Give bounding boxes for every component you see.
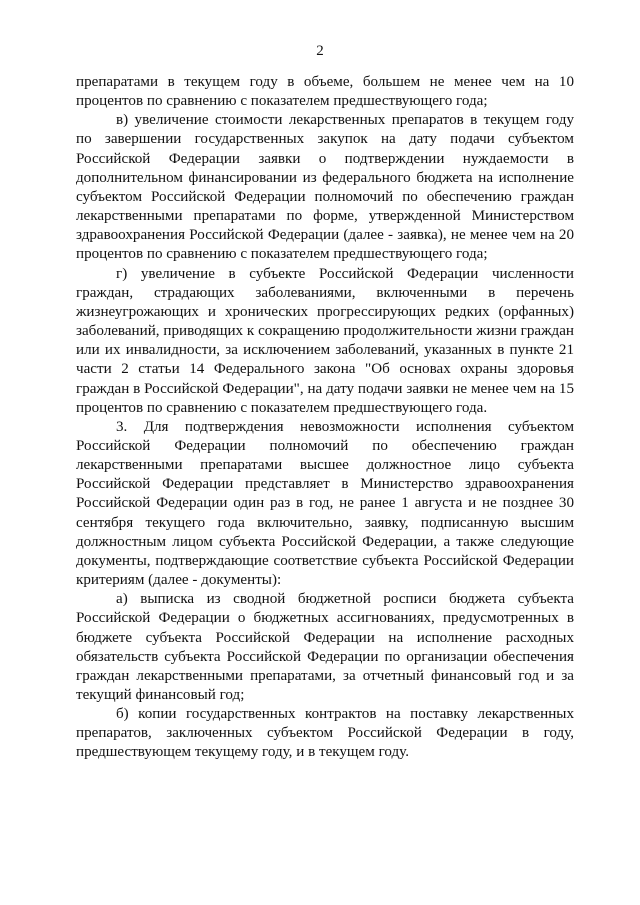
paragraph-item-b: б) копии государственных контрактов на поставку лекарственных препаратов, заключенных субъектом Российской Федерации в году, предшествующем текущему году, и в текущем году. — [76, 706, 574, 761]
page-number: 2 — [316, 43, 324, 59]
paragraph-item-g: г) увеличение в субъекте Российской Федерации численности граждан, страдающих заболеваниями, включенными в перечень жизнеугрожающих и хронических прогрессирующих редких (орфанных) заболеваний, приводящих к сокращению продолжительности жизни граждан или их инвалидности, за исключением заболеваний, указанных в пункте 21 части 2 статьи 14 Федерального закона "Об основах охраны здоровья граждан в Российской Федерации", на дату подачи заявки не менее чем на 15 процентов по сравнению с показателем предшествующего года. — [76, 265, 574, 416]
paragraph-continuation: препаратами в текущем году в объеме, большем не менее чем на 10 процентов по сравнению с показателем предшествующего года; — [76, 74, 574, 110]
document-body — [76, 73, 574, 763]
paragraph-section-3: 3. Для подтверждения невозможности исполнения субъектом Российской Федерации полномочий по обеспечению граждан лекарственными препаратами высшее должностное лицо субъекта Российской Федерации представляет в Министерство здравоохранения Российской Федерации один раз в год, не ранее 1 августа и не позднее 30 сентября текущего года включительно, заявку, подписанную высшим должностным лицом субъекта Российской Федерации, а также следующие документы, подтверждающие соответствие субъекта Российской Федерации критериям (далее - документы): — [76, 418, 574, 589]
paragraph-item-a: а) выписка из сводной бюджетной росписи бюджета субъекта Российской Федерации о бюджетных ассигнованиях, предусмотренных в бюджете субъекта Российской Федерации на исполнение расходных обязательств субъекта Российской Федерации по организации обеспечения граждан лекарственными препаратами, за отчетный финансовый год и за текущий финансовый год; — [76, 591, 574, 703]
paragraph-item-v: в) увеличение стоимости лекарственных препаратов в текущем году по завершении государственных закупок на дату подачи субъектом Российской Федерации заявки о подтверждении нуждаемости в дополнительном финансировании из федерального бюджета на исполнение субъектом Российской Федерации полномочий по обеспечению граждан лекарственными препаратами по форме, утвержденной Министерством здравоохранения Российской Федерации (далее - заявка), не менее чем на 20 процентов по сравнению с показателем предшествующего года; — [76, 112, 574, 263]
